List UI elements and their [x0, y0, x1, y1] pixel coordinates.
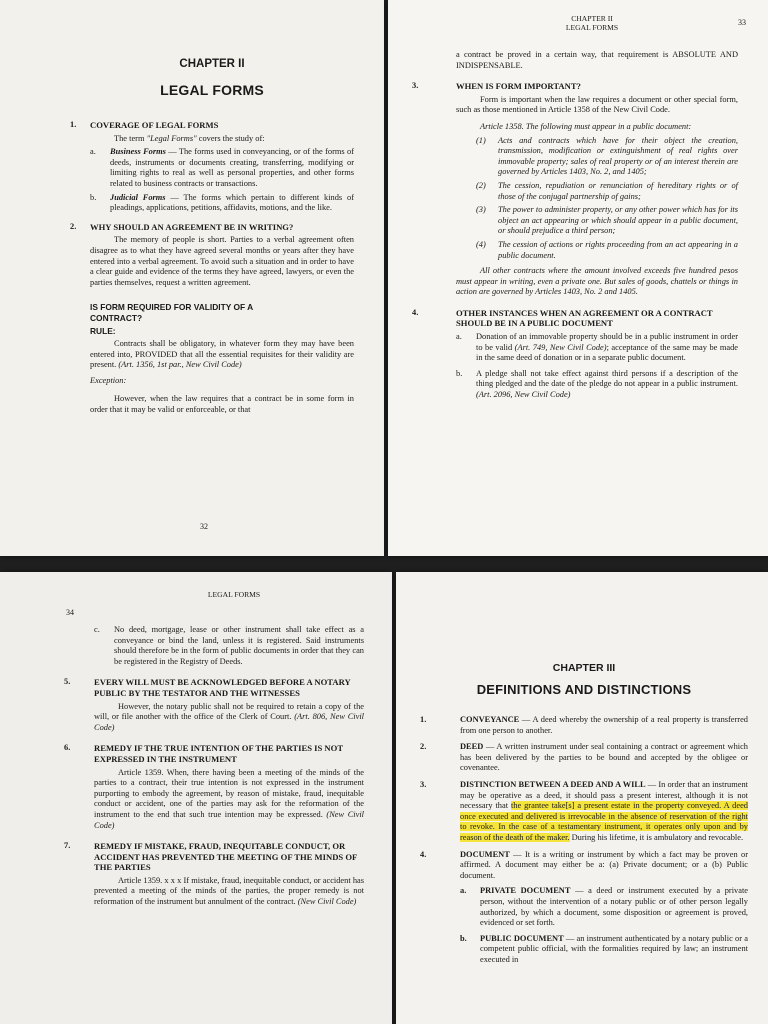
sub-item-a: a. Business Forms — The forms used in conveyancing, or of the forms of deeds, instruments or documents creating, transferring, modifying or limiting rights to real as well as personal properties, and other forms related to business contracts or transactions. — [90, 147, 354, 188]
section-heading: REMEDY IF THE TRUE INTENTION OF THE PARTIES IS NOT EXPRESSED IN THE INSTRUMENT — [94, 743, 343, 764]
section-heading: COVERAGE OF LEGAL FORMS — [90, 120, 219, 130]
article-item-list — [476, 136, 738, 262]
article-item-text: The power to administer property, or any other power which has for its object an act appearing or which should appear in a public document, or should prejudice a third person; — [498, 205, 738, 236]
question-heading: IS FORM REQUIRED FOR VALIDITY OF A CONTRACT? — [90, 302, 253, 323]
chapter-label: CHAPTER III — [552, 662, 616, 674]
page-32 — [0, 0, 384, 556]
section-paragraph: Form is important when the law requires a document or other special form, such as those mentioned in Article 1358 of the New Civil Code. — [456, 94, 738, 115]
page-34 — [0, 572, 392, 1024]
sub-item-a: a. Donation of an immovable property should be in a public instrument in order to be valid (Art. 749, New Civil Code); acceptance of the same may be made in the same deed of donation or in a separate public document. — [456, 332, 738, 363]
section-heading: WHY SHOULD AN AGREEMENT BE IN WRITING? — [90, 221, 294, 232]
section-3: 3. WHEN IS FORM IMPORTANT? — [412, 81, 581, 92]
page-33 — [388, 0, 768, 556]
article-item — [476, 205, 738, 237]
article-item — [476, 136, 738, 178]
sub-item-c: c. No deed, mortgage, lease or other instrument shall take effect as a conveyance or bind the land, unless it is registered. Said instruments should therefore be in the form of public documents in order that they can be registered in the Registry of Deeds. — [94, 625, 364, 666]
page-number: 32 — [200, 522, 208, 531]
article-item-text: The cession of actions or rights proceeding from an act appearing in a public document. — [498, 239, 738, 260]
section-heading: OTHER INSTANCES WHEN AN AGREEMENT OR A CONTRACT SHOULD BE IN A PUBLIC DOCUMENT — [456, 307, 713, 329]
section-paragraph: Article 1359. x x x If mistake, fraud, inequitable conduct, or accident has prevented a meeting of the minds of the parties, the proper remedy is not reformation of the instrument but annulment of the contract. (New Civil Code) — [94, 875, 364, 907]
section-paragraph: However, the notary public shall not be required to retain a copy of the will, or file another with the office of the Clerk of Court. (Art. 806, New Civil Code) — [94, 701, 364, 732]
section-5: 5. EVERY WILL MUST BE ACKNOWLEDGED BEFORE A NOTARY PUBLIC BY THE TESTATOR AND THE WITNESSES — [64, 677, 364, 698]
article-item-text: The cession, repudiation or renunciation of hereditary rights or of those of the conjugal partnership of gains; — [498, 180, 738, 201]
article-item-number: (2) — [476, 180, 486, 190]
highlighted-text: the grantee take[s] a present estate in the property conveyed. A deed once executed and delivered is irrevocable in the absence of reservation of the right to revoke. In the case of a testamentary instrument, it operates only upon and by reason of the death of the maker. — [460, 801, 748, 842]
section-4: 4. OTHER INSTANCES WHEN AN AGREEMENT OR A CONTRACT SHOULD BE IN A PUBLIC DOCUMENT — [412, 308, 738, 329]
article-item — [476, 181, 738, 202]
section-heading: WHEN IS FORM IMPORTANT? — [456, 81, 581, 92]
definition-3: 3. DISTINCTION BETWEEN A DEED AND A WILL — In order that an instrument may be operative as a deed, it should pass a present interest, although it is not necessary that the grantee take[s] a present estate in the property conveyed. A deed once executed and delivered is irrevocable in the absence of reservation of the right to revoke. In the case of a testamentary instrument, it operates only upon and by reason of the death of the maker. During his lifetime, it is ambulatory and revocable. — [420, 779, 748, 842]
section-heading: REMEDY IF MISTAKE, FRAUD, INEQUITABLE CONDUCT, OR ACCIDENT HAS PREVENTED THE MEETING OF THE MINDS OF THE PARTIES — [94, 841, 357, 873]
sub-item-b: b. Judicial Forms — The forms which pertain to different kinds of pleadings, applications, petitions, affidavits, motions, and the like. — [90, 192, 354, 213]
section-paragraph: The term "Legal Forms" covers the study of: — [114, 133, 265, 143]
section-paragraph: The memory of people is short. Parties to a verbal agreement often disagree as to what they have agreed several months or years after they have entered into a verbal agreement. To avoid such a situation and in order to have a clear guide and evidence of the terms they have agreed, lawyers, or even the parties themselves, request a written agreement. — [90, 235, 354, 287]
continued-paragraph: a contract be proved in a certain way, that requirement is ABSOLUTE AND INDISPENSABLE. — [456, 50, 738, 70]
exception-label: Exception: — [90, 375, 127, 385]
chapter-title: DEFINITIONS AND DISTINCTIONS — [476, 682, 692, 697]
definition-4: 4. DOCUMENT — It is a writing or instrument by which a fact may be proven or affirmed. A document may either be a: (a) Private document; or a (b) Public document. — [420, 849, 748, 880]
definition-2: 2. DEED — A written instrument under seal containing a contract or agreement which has been delivered by the parties to be bound and accepted by the obligee or covenantee. — [420, 742, 748, 773]
section-7: 7. REMEDY IF MISTAKE, FRAUD, INEQUITABLE CONDUCT, OR ACCIDENT HAS PREVENTED THE MEETING OF THE MINDS OF THE PARTIES — [64, 841, 364, 873]
article-item-text: Acts and contracts which have for their object the creation, transmission, modification or extinguishment of real rights over immovable property; sales of real property or of an interest therein are governed by Articles 1403, No. 2, and 1405; — [498, 135, 738, 177]
section-2: 2. WHY SHOULD AN AGREEMENT BE IN WRITING? — [70, 221, 294, 232]
running-header: CHAPTER II LEGAL FORMS — [565, 14, 619, 32]
sub-item-b: b. A pledge shall not take effect against third persons if a description of the thing pledged and the date of the pledge do not appear in a public instrument. (Art. 2096, New Civil Code) — [456, 368, 738, 400]
rule-label: RULE: — [90, 325, 116, 336]
page-number: 33 — [738, 18, 746, 27]
running-header: LEGAL FORMS — [207, 590, 261, 599]
article-closing: All other contracts where the amount involved exceeds five hundred pesos must appear in writing, even a private one. But sales of goods, chattels or things in action are governed by Articles 1403, No. 2 and 1405. — [456, 266, 738, 297]
article-item — [476, 240, 738, 261]
section-6: 6. REMEDY IF THE TRUE INTENTION OF THE PARTIES IS NOT EXPRESSED IN THE INSTRUMENT — [64, 743, 364, 764]
article-intro: Article 1358. The following must appear in a public document: — [480, 121, 692, 131]
section-heading: EVERY WILL MUST BE ACKNOWLEDGED BEFORE A NOTARY PUBLIC BY THE TESTATOR AND THE WITNESSES — [94, 677, 351, 698]
section-paragraph: Article 1359. When, there having been a meeting of the minds of the parties to a contract, their true intention is not expressed in the instrument purporting to embody the agreement, by reason of mistake, fraud, inequitable conduct or accident, one of the parties may ask for the reformation of the instrument to the end that such true intention may be expressed. (New Civil Code) — [94, 767, 364, 830]
chapter-title: LEGAL FORMS — [160, 82, 264, 98]
article-item-number: (3) — [476, 205, 486, 215]
page-35 — [396, 572, 768, 1024]
article-item-number: (1) — [476, 135, 486, 145]
chapter-label: CHAPTER II — [179, 58, 245, 70]
article-item-number: (4) — [476, 239, 486, 249]
definition-1: 1. CONVEYANCE — A deed whereby the ownership of a real property is transferred from one person to another. — [420, 715, 748, 735]
sub-item-a: a. PRIVATE DOCUMENT — a deed or instrument executed by a private person, without the intervention of a notary public or of other person legally authorized, by which a document, some disposition or agreement is proved, evidenced or set forth. — [460, 886, 748, 928]
page-number: 34 — [66, 608, 74, 617]
section-1: 1. COVERAGE OF LEGAL FORMS — [70, 120, 219, 130]
exception-paragraph: However, when the law requires that a contract be in some form in order that it may be valid or enforceable, or that — [90, 394, 354, 415]
sub-item-b: b. PUBLIC DOCUMENT — an instrument authenticated by a notary public or a competent public official, with the formalities required by law; an instrument executed in — [460, 933, 748, 964]
rule-paragraph: Contracts shall be obligatory, in whatever form they may have been entered into, PROVIDED that all the essential requisites for their validity are present. (Art. 1356, 1st par., New Civil Code) — [90, 339, 354, 370]
